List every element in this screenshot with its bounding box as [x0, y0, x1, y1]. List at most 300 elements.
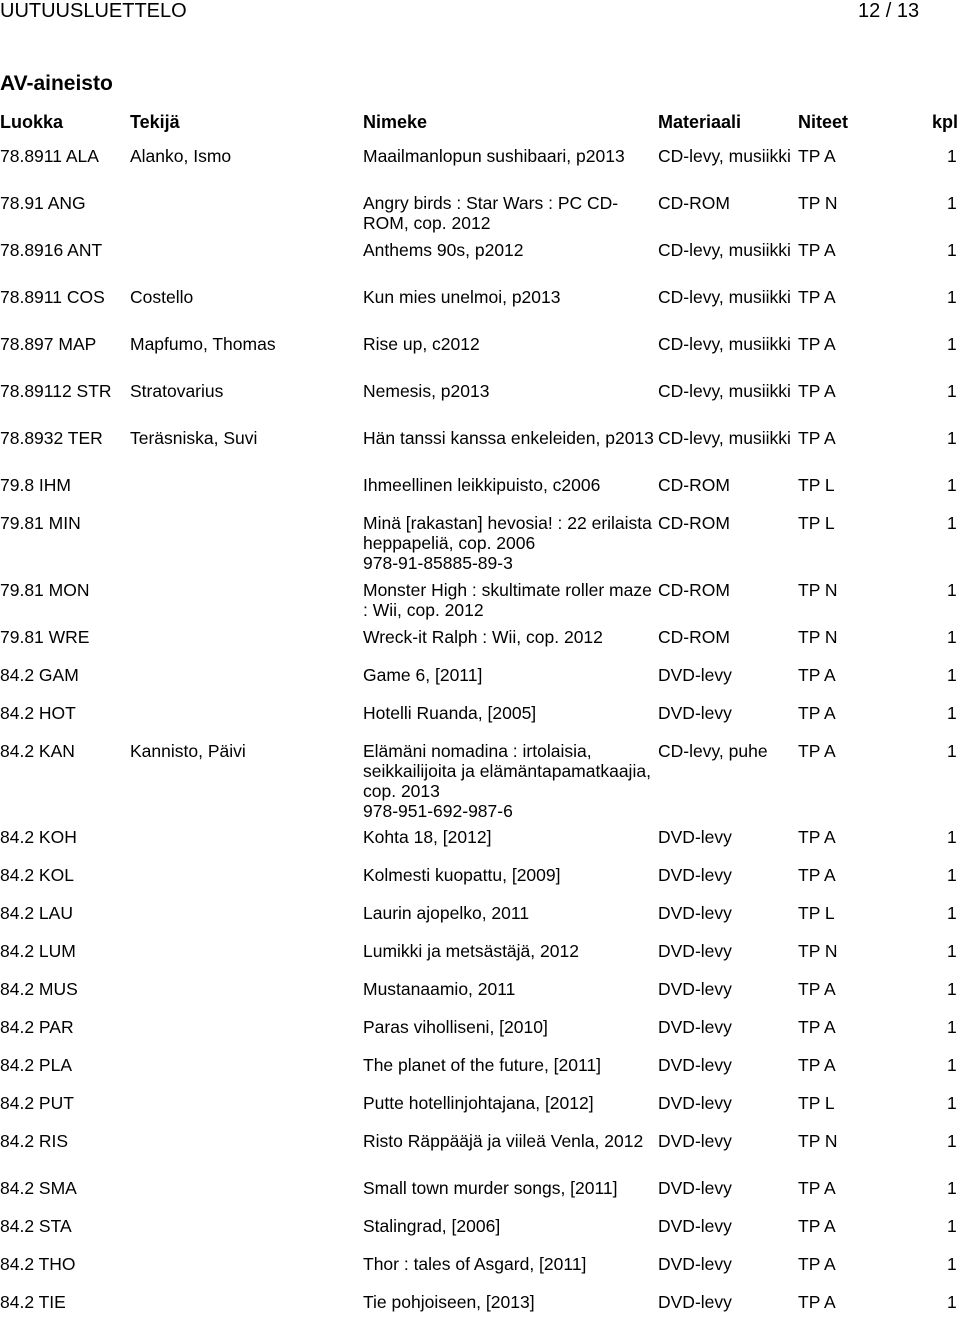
table-row [0, 1216, 960, 1254]
cell-niteet-text: TP A [798, 1017, 836, 1037]
cell-isbn: 978-951-692-987-6 [363, 801, 513, 821]
cell-nimeke [363, 1254, 655, 1274]
cell-luokka [0, 1254, 128, 1274]
cell-luokka-text: 84.2 TIE [0, 1292, 66, 1312]
cell-niteet-text: TP A [798, 381, 836, 401]
cell-niteet-text: TP L [798, 513, 835, 533]
cell-niteet [798, 475, 908, 495]
cell-kpl-text: 1 [947, 1017, 957, 1037]
table-row [0, 1178, 960, 1216]
cell-nimeke [363, 475, 655, 495]
cell-materiaali-text: CD-ROM [658, 580, 730, 600]
cell-luokka-text: 78.8932 TER [0, 428, 103, 448]
cell-isbn: 978-91-85885-89-3 [363, 553, 513, 573]
catalog-table-body [0, 146, 960, 1330]
cell-luokka-text: 78.91 ANG [0, 193, 86, 213]
cell-kpl [947, 240, 960, 260]
cell-nimeke-text: Kohta 18, [2012] [363, 827, 492, 847]
cell-materiaali [658, 513, 796, 533]
cell-kpl [947, 580, 960, 600]
cell-materiaali [658, 287, 796, 307]
cell-tekija [130, 146, 358, 166]
cell-luokka-text: 84.2 PAR [0, 1017, 74, 1037]
cell-materiaali [658, 381, 796, 401]
cell-kpl-text: 1 [947, 1254, 957, 1274]
cell-materiaali-text: DVD-levy [658, 703, 732, 723]
cell-kpl-text: 1 [947, 979, 957, 999]
cell-luokka [0, 703, 128, 723]
cell-niteet-text: TP L [798, 475, 835, 495]
table-row [0, 703, 960, 741]
cell-kpl-text: 1 [947, 193, 957, 213]
cell-nimeke-text: Game 6, [2011] [363, 665, 483, 685]
cell-nimeke [363, 1178, 655, 1198]
cell-kpl [947, 1055, 960, 1075]
cell-nimeke-text: Monster High : skultimate roller maze : Wii, cop. 2012 [363, 580, 652, 620]
cell-kpl-text: 1 [947, 665, 957, 685]
column-header-kpl: kpl [932, 112, 959, 132]
cell-luokka [0, 1017, 128, 1037]
cell-kpl [947, 827, 960, 847]
cell-niteet-text: TP A [798, 334, 836, 354]
table-row [0, 665, 960, 703]
cell-niteet [798, 1131, 908, 1151]
cell-materiaali-text: CD-ROM [658, 475, 730, 495]
cell-niteet [798, 627, 908, 647]
cell-kpl-text: 1 [947, 381, 957, 401]
cell-kpl-text: 1 [947, 741, 957, 761]
cell-tekija-text: Alanko, Ismo [130, 146, 232, 166]
table-row [0, 941, 960, 979]
cell-niteet [798, 193, 908, 213]
cell-niteet [798, 903, 908, 923]
table-row [0, 979, 960, 1017]
cell-kpl-text: 1 [947, 827, 957, 847]
cell-materiaali [658, 1216, 796, 1236]
cell-kpl [947, 903, 960, 923]
cell-nimeke [363, 580, 655, 620]
table-row [0, 865, 960, 903]
cell-luokka-text: 78.89112 STR [0, 381, 112, 401]
cell-materiaali [658, 827, 796, 847]
cell-niteet [798, 1292, 908, 1312]
cell-materiaali [658, 193, 796, 213]
cell-materiaali-text: DVD-levy [658, 1254, 732, 1274]
cell-kpl-text: 1 [947, 1055, 957, 1075]
cell-nimeke [363, 513, 655, 573]
cell-materiaali [658, 1017, 796, 1037]
cell-kpl [947, 627, 960, 647]
cell-kpl [947, 1017, 960, 1037]
cell-luokka-text: 79.81 MON [0, 580, 90, 600]
cell-kpl [947, 1292, 960, 1312]
table-row [0, 334, 960, 381]
cell-nimeke-text: Minä [rakastan] hevosia! : 22 erilaista heppapeliä, cop. 2006 [363, 513, 652, 553]
cell-materiaali [658, 240, 796, 260]
cell-luokka [0, 146, 128, 166]
cell-materiaali [658, 475, 796, 495]
cell-kpl-text: 1 [947, 580, 957, 600]
cell-niteet-text: TP N [798, 580, 838, 600]
cell-luokka-text: 84.2 GAM [0, 665, 79, 685]
cell-nimeke [363, 428, 655, 448]
cell-luokka-text: 84.2 RIS [0, 1131, 69, 1151]
cell-luokka-text: 84.2 THO [0, 1254, 76, 1274]
cell-nimeke-text: Elämäni nomadina : irtolaisia, seikkailijoita ja elämäntapamatkaajia, cop. 2013 [363, 741, 651, 801]
cell-luokka [0, 240, 128, 260]
cell-niteet [798, 865, 908, 885]
cell-kpl-text: 1 [947, 627, 957, 647]
column-header-tekija: Tekijä [130, 112, 180, 132]
cell-tekija-text: Teräsniska, Suvi [130, 428, 258, 448]
cell-nimeke-text: Maailmanlopun sushibaari, p2013 [363, 146, 625, 166]
cell-materiaali-text: DVD-levy [658, 1216, 732, 1236]
cell-niteet-text: TP A [798, 979, 836, 999]
cell-niteet-text: TP A [798, 741, 836, 761]
table-row [0, 287, 960, 334]
cell-niteet [798, 1093, 908, 1113]
cell-materiaali-text: DVD-levy [658, 941, 732, 961]
cell-nimeke-text: Stalingrad, [2006] [363, 1216, 501, 1236]
cell-luokka-text: 78.8916 ANT [0, 240, 103, 260]
cell-kpl-text: 1 [947, 334, 957, 354]
cell-kpl-text: 1 [947, 1216, 957, 1236]
cell-niteet-text: TP A [798, 1292, 836, 1312]
cell-kpl [947, 193, 960, 213]
cell-nimeke [363, 381, 655, 401]
cell-luokka-text: 79.81 MIN [0, 513, 81, 533]
cell-materiaali [658, 979, 796, 999]
cell-niteet [798, 240, 908, 260]
cell-materiaali-text: CD-levy, musiikki [658, 381, 791, 401]
cell-nimeke [363, 334, 655, 354]
cell-materiaali-text: DVD-levy [658, 827, 732, 847]
cell-niteet-text: TP A [798, 703, 836, 723]
cell-materiaali-text: DVD-levy [658, 1017, 732, 1037]
cell-luokka [0, 580, 128, 600]
cell-kpl [947, 1093, 960, 1113]
cell-kpl-text: 1 [947, 1292, 957, 1312]
cell-nimeke-text: Tie pohjoiseen, [2013] [363, 1292, 535, 1312]
cell-kpl-text: 1 [947, 475, 957, 495]
cell-luokka-text: 78.8911 COS [0, 287, 105, 307]
cell-nimeke-text: Angry birds : Star Wars : PC CD-ROM, cop. 2012 [363, 193, 619, 233]
cell-materiaali-text: CD-levy, musiikki [658, 428, 791, 448]
cell-nimeke-text: Hän tanssi kanssa enkeleiden, p2013 [363, 428, 654, 448]
cell-nimeke-text: Wreck-it Ralph : Wii, cop. 2012 [363, 627, 603, 647]
cell-niteet [798, 580, 908, 600]
cell-materiaali-text: DVD-levy [658, 865, 732, 885]
cell-niteet-text: TP A [798, 240, 836, 260]
cell-materiaali-text: DVD-levy [658, 1131, 732, 1151]
cell-luokka [0, 903, 128, 923]
cell-luokka-text: 84.2 LUM [0, 941, 76, 961]
cell-niteet-text: TP A [798, 1178, 836, 1198]
cell-materiaali-text: CD-ROM [658, 513, 730, 533]
cell-materiaali-text: CD-ROM [658, 193, 730, 213]
cell-niteet [798, 287, 908, 307]
cell-materiaali-text: DVD-levy [658, 665, 732, 685]
cell-luokka [0, 865, 128, 885]
cell-kpl [947, 865, 960, 885]
cell-nimeke [363, 627, 655, 647]
cell-nimeke [363, 1216, 655, 1236]
table-row [0, 1254, 960, 1292]
table-row [0, 513, 960, 580]
cell-tekija-text: Kannisto, Päivi [130, 741, 246, 761]
cell-niteet [798, 1055, 908, 1075]
cell-luokka-text: 84.2 KAN [0, 741, 75, 761]
cell-nimeke [363, 193, 655, 233]
cell-luokka [0, 665, 128, 685]
cell-luokka [0, 1216, 128, 1236]
cell-kpl-text: 1 [947, 513, 957, 533]
cell-nimeke [363, 665, 655, 685]
cell-kpl [947, 146, 960, 166]
cell-materiaali [658, 903, 796, 923]
cell-kpl [947, 334, 960, 354]
cell-nimeke-text: Putte hotellinjohtajana, [2012] [363, 1093, 594, 1113]
cell-niteet-text: TP A [798, 428, 836, 448]
cell-nimeke-text: Kolmesti kuopattu, [2009] [363, 865, 561, 885]
cell-materiaali-text: DVD-levy [658, 1055, 732, 1075]
cell-niteet-text: TP A [798, 827, 836, 847]
cell-kpl-text: 1 [947, 428, 957, 448]
cell-materiaali [658, 865, 796, 885]
cell-luokka-text: 84.2 LAU [0, 903, 73, 923]
cell-niteet-text: TP N [798, 627, 838, 647]
column-header-nimeke: Nimeke [363, 112, 428, 132]
cell-nimeke-text: Ihmeellinen leikkipuisto, c2006 [363, 475, 601, 495]
cell-luokka [0, 827, 128, 847]
document-title: UUTUUSLUETTELO [0, 0, 187, 22]
cell-niteet [798, 665, 908, 685]
cell-materiaali-text: DVD-levy [658, 1093, 732, 1113]
cell-nimeke [363, 903, 655, 923]
cell-tekija [130, 287, 358, 307]
column-header-niteet: Niteet [798, 112, 849, 132]
cell-niteet [798, 334, 908, 354]
cell-materiaali-text: DVD-levy [658, 979, 732, 999]
table-row [0, 381, 960, 428]
cell-nimeke-text: Thor : tales of Asgard, [2011] [363, 1254, 587, 1274]
cell-kpl [947, 741, 960, 761]
cell-kpl-text: 1 [947, 703, 957, 723]
cell-kpl-text: 1 [947, 287, 957, 307]
cell-luokka-text: 78.897 MAP [0, 334, 97, 354]
cell-nimeke [363, 1055, 655, 1075]
table-row [0, 827, 960, 865]
cell-luokka-text: 84.2 PUT [0, 1093, 74, 1113]
cell-luokka [0, 334, 128, 354]
cell-luokka [0, 193, 128, 213]
cell-materiaali-text: CD-levy, puhe [658, 741, 768, 761]
cell-materiaali [658, 1055, 796, 1075]
cell-kpl [947, 941, 960, 961]
cell-tekija-text: Costello [130, 287, 194, 307]
cell-luokka-text: 84.2 KOL [0, 865, 74, 885]
cell-luokka-text: 84.2 STA [0, 1216, 72, 1236]
cell-nimeke [363, 1017, 655, 1037]
cell-niteet-text: TP A [798, 287, 836, 307]
cell-niteet [798, 513, 908, 533]
cell-niteet-text: TP A [798, 146, 836, 166]
cell-kpl [947, 979, 960, 999]
cell-kpl [947, 1131, 960, 1151]
cell-niteet-text: TP N [798, 193, 838, 213]
cell-tekija-text: Stratovarius [130, 381, 224, 401]
cell-materiaali-text: CD-levy, musiikki [658, 146, 791, 166]
table-row [0, 428, 960, 475]
cell-nimeke-text: Paras viholliseni, [2010] [363, 1017, 548, 1037]
cell-niteet [798, 1254, 908, 1274]
cell-nimeke-text: Risto Räppääjä ja viileä Venla, 2012 [363, 1131, 644, 1151]
cell-kpl [947, 381, 960, 401]
cell-kpl [947, 1178, 960, 1198]
table-row [0, 1017, 960, 1055]
cell-kpl-text: 1 [947, 146, 957, 166]
cell-luokka [0, 513, 128, 533]
cell-materiaali [658, 1292, 796, 1312]
cell-kpl [947, 475, 960, 495]
cell-kpl-text: 1 [947, 1178, 957, 1198]
cell-nimeke-text: Laurin ajopelko, 2011 [363, 903, 530, 923]
cell-niteet [798, 146, 908, 166]
cell-nimeke-text: Nemesis, p2013 [363, 381, 490, 401]
table-row [0, 627, 960, 665]
cell-materiaali [658, 146, 796, 166]
cell-luokka-text: 79.8 IHM [0, 475, 71, 495]
cell-nimeke [363, 865, 655, 885]
cell-materiaali [658, 741, 796, 761]
cell-niteet-text: TP A [798, 1055, 836, 1075]
table-row [0, 1055, 960, 1093]
cell-kpl-text: 1 [947, 1131, 957, 1151]
cell-niteet-text: TP L [798, 1093, 835, 1113]
cell-nimeke [363, 1093, 655, 1113]
cell-kpl [947, 513, 960, 533]
cell-kpl [947, 1216, 960, 1236]
cell-nimeke [363, 240, 655, 260]
cell-niteet-text: TP A [798, 1254, 836, 1274]
cell-nimeke [363, 1131, 655, 1151]
cell-luokka [0, 1178, 128, 1198]
cell-niteet [798, 428, 908, 448]
cell-nimeke-text: The planet of the future, [2011] [363, 1055, 602, 1075]
column-header-materiaali: Materiaali [658, 112, 742, 132]
cell-luokka [0, 381, 128, 401]
column-header-luokka: Luokka [0, 112, 64, 132]
cell-materiaali [658, 1254, 796, 1274]
table-row [0, 475, 960, 513]
cell-materiaali [658, 334, 796, 354]
cell-nimeke [363, 941, 655, 961]
cell-niteet [798, 941, 908, 961]
table-row [0, 1131, 960, 1178]
cell-tekija [130, 334, 358, 354]
cell-materiaali [658, 665, 796, 685]
cell-nimeke-text: Rise up, c2012 [363, 334, 480, 354]
cell-kpl [947, 665, 960, 685]
cell-luokka [0, 1055, 128, 1075]
cell-luokka-text: 84.2 SMA [0, 1178, 77, 1198]
cell-tekija [130, 741, 358, 761]
cell-materiaali [658, 627, 796, 647]
cell-niteet [798, 381, 908, 401]
cell-kpl-text: 1 [947, 240, 957, 260]
table-row [0, 146, 960, 193]
table-header [0, 112, 960, 134]
table-row [0, 1292, 960, 1330]
cell-niteet-text: TP N [798, 941, 838, 961]
cell-niteet [798, 979, 908, 999]
cell-materiaali-text: CD-levy, musiikki [658, 334, 791, 354]
cell-materiaali-text: DVD-levy [658, 1292, 732, 1312]
cell-luokka [0, 1292, 128, 1312]
cell-nimeke [363, 287, 655, 307]
cell-materiaali [658, 580, 796, 600]
cell-materiaali [658, 1093, 796, 1113]
table-row [0, 1093, 960, 1131]
table-row [0, 240, 960, 287]
cell-materiaali [658, 703, 796, 723]
cell-materiaali-text: CD-levy, musiikki [658, 287, 791, 307]
cell-luokka [0, 627, 128, 647]
cell-nimeke [363, 146, 655, 166]
page-number: 12 / 13 [858, 0, 920, 22]
cell-niteet [798, 1017, 908, 1037]
cell-luokka-text: 84.2 HOT [0, 703, 76, 723]
section-heading: AV-aineisto [0, 72, 113, 95]
cell-materiaali-text: DVD-levy [658, 903, 732, 923]
table-row [0, 903, 960, 941]
cell-niteet-text: TP N [798, 1131, 838, 1151]
cell-luokka [0, 1093, 128, 1113]
cell-luokka-text: 84.2 PLA [0, 1055, 72, 1075]
cell-tekija [130, 381, 358, 401]
cell-kpl-text: 1 [947, 865, 957, 885]
cell-luokka-text: 79.81 WRE [0, 627, 90, 647]
cell-niteet-text: TP A [798, 865, 836, 885]
cell-niteet [798, 741, 908, 761]
cell-nimeke-text: Hotelli Ruanda, [2005] [363, 703, 537, 723]
cell-niteet-text: TP L [798, 903, 835, 923]
cell-kpl-text: 1 [947, 903, 957, 923]
cell-tekija [130, 428, 358, 448]
cell-materiaali [658, 1131, 796, 1151]
cell-niteet [798, 827, 908, 847]
cell-nimeke [363, 827, 655, 847]
cell-nimeke-text: Kun mies unelmoi, p2013 [363, 287, 561, 307]
cell-luokka [0, 428, 128, 448]
table-row [0, 580, 960, 627]
table-row [0, 741, 960, 827]
cell-kpl [947, 287, 960, 307]
cell-nimeke-text: Mustanaamio, 2011 [363, 979, 516, 999]
cell-materiaali [658, 428, 796, 448]
cell-luokka [0, 741, 128, 761]
cell-kpl [947, 1254, 960, 1274]
cell-kpl-text: 1 [947, 1093, 957, 1113]
cell-luokka-text: 78.8911 ALA [0, 146, 99, 166]
cell-materiaali-text: CD-levy, musiikki [658, 240, 791, 260]
cell-kpl-text: 1 [947, 941, 957, 961]
table-row [0, 193, 960, 240]
cell-niteet [798, 1178, 908, 1198]
cell-luokka [0, 475, 128, 495]
cell-materiaali-text: CD-ROM [658, 627, 730, 647]
cell-niteet-text: TP A [798, 665, 836, 685]
